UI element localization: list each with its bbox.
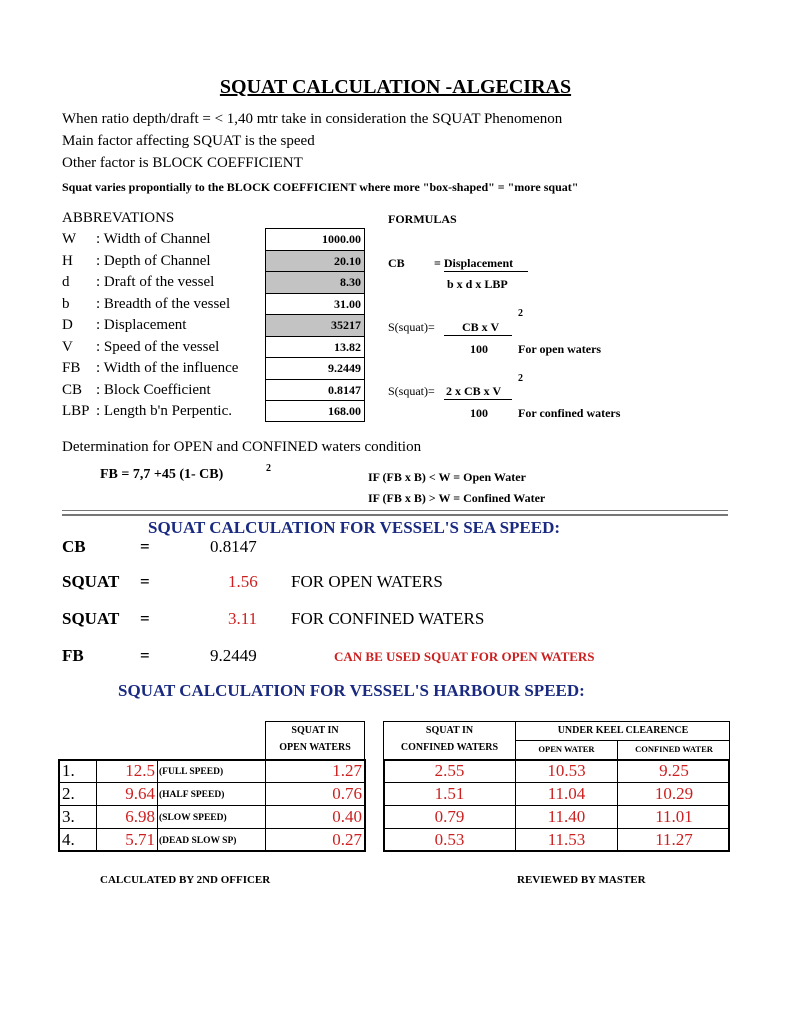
abbreviations-heading: ABBREVATIONS (62, 210, 175, 226)
formula-open-note: For open waters (518, 342, 602, 356)
intro-line-2: Main factor affecting SQUAT is the speed (62, 133, 315, 149)
row-squat-open: 0.76 (332, 784, 362, 803)
sea-speed-heading: SQUAT CALCULATION FOR VESSEL'S SEA SPEED: (148, 518, 561, 537)
formula-cb-label: CB (388, 256, 405, 270)
abbr-key: D (62, 317, 73, 333)
abbr-desc: : Draft of the vessel (96, 274, 215, 290)
formulas-heading: FORMULAS (388, 212, 457, 226)
intro-line-4: Squat varies propontially to the BLOCK COEFFICIENT where more "box-shaped" = "more squat" (62, 180, 579, 194)
equals-sign: = (140, 572, 150, 591)
sea-squat-conf-label: SQUAT (62, 609, 120, 628)
value-displacement[interactable]: 35217 (266, 315, 364, 337)
row-squat-open: 0.27 (332, 830, 362, 849)
row-ukc-conf: 11.27 (655, 830, 693, 849)
value-draft[interactable]: 8.30 (266, 272, 364, 294)
formula-conf-exponent: 2 (518, 373, 523, 384)
value-width-of-channel[interactable]: 1000.00 (266, 229, 364, 251)
row-ukc-open: 10.53 (547, 761, 586, 780)
sea-fb-label: FB (62, 646, 84, 665)
abbr-desc: : Block Coefficient (96, 382, 211, 398)
sea-fb-note: CAN BE USED SQUAT FOR OPEN WATERS (334, 649, 595, 664)
intro-line-3: Other factor is BLOCK COEFFICIENT (62, 155, 303, 171)
formula-conf-numerator: 2 x CB x V (446, 384, 502, 398)
row-label: (DEAD SLOW SP) (159, 836, 237, 846)
abbr-key: V (62, 339, 73, 355)
value-depth-of-channel[interactable]: 20.10 (266, 251, 364, 273)
row-squat-open: 0.40 (332, 807, 362, 826)
header-open-line-1: SQUAT IN (291, 725, 339, 736)
header-ukc-conf: CONFINED WATER (635, 744, 713, 754)
header-ukc-open: OPEN WATER (538, 744, 595, 754)
abbr-desc: : Width of Channel (96, 231, 211, 247)
header-ukc: UNDER KEEL CLEARENCE (557, 725, 689, 736)
fb-formula-exponent: 2 (266, 463, 271, 474)
sea-squat-open-label: SQUAT (62, 572, 120, 591)
determination-text: Determination for OPEN and CONFINED waters condition (62, 439, 422, 455)
row-speed[interactable]: 6.98 (125, 807, 155, 826)
abbr-desc: : Length b'n Perpentic. (96, 403, 233, 419)
abbr-key: FB (62, 360, 81, 376)
abbr-key: b (62, 296, 70, 312)
row-squat-conf: 0.53 (434, 830, 465, 849)
row-label: (HALF SPEED) (159, 790, 225, 800)
abbr-desc: : Displacement (96, 317, 187, 333)
formula-cb-numerator: = Displacement (434, 256, 514, 270)
equals-sign: = (140, 609, 150, 628)
row-ukc-conf: 11.01 (655, 807, 693, 826)
fraction-line (444, 335, 512, 336)
row-ukc-open: 11.04 (547, 784, 586, 803)
sea-squat-open-value: 1.56 (228, 572, 258, 591)
abbr-desc: : Depth of Channel (96, 253, 211, 269)
abbr-desc: : Width of the influence (96, 360, 239, 376)
row-squat-conf: 1.51 (434, 784, 465, 803)
row-number: 2. (62, 784, 75, 803)
value-cb: 0.8147 (266, 380, 364, 402)
value-lbp[interactable]: 168.00 (328, 404, 361, 418)
harbour-speed-heading: SQUAT CALCULATION FOR VESSEL'S HARBOUR SPEED: (118, 681, 585, 700)
formula-open-label: S(squat)= (388, 320, 435, 334)
formula-conf-label: S(squat)= (388, 384, 435, 398)
row-speed[interactable]: 5.71 (125, 830, 155, 849)
divider (62, 510, 728, 511)
formula-open-numerator: CB x V (462, 320, 500, 334)
formula-conf-note: For confined waters (518, 406, 621, 420)
row-label: (FULL SPEED) (159, 767, 224, 777)
values-box (265, 228, 365, 422)
row-squat-conf: 0.79 (434, 807, 465, 826)
row-squat-open: 1.27 (332, 761, 362, 780)
value-fb: 9.2449 (266, 358, 364, 380)
fraction-line (444, 271, 528, 272)
row-number: 3. (62, 807, 75, 826)
sea-squat-conf-text: FOR CONFINED WATERS (291, 609, 485, 628)
header-conf-line-2: CONFINED WATERS (400, 742, 499, 753)
sea-cb-value: 0.8147 (210, 537, 257, 556)
abbr-key: H (62, 253, 73, 269)
row-ukc-open: 11.53 (547, 830, 586, 849)
row-ukc-open: 11.40 (547, 807, 586, 826)
row-squat-conf: 2.55 (434, 761, 465, 780)
intro-line-1: When ratio depth/draft = < 1,40 mtr take in consideration the SQUAT Phenomenon (62, 111, 563, 127)
row-speed[interactable]: 9.64 (125, 784, 155, 803)
formula-open-exponent: 2 (518, 308, 523, 319)
equals-sign: = (140, 537, 150, 556)
row-number: 4. (62, 830, 75, 849)
page-title: SQUAT CALCULATION -ALGECIRAS (219, 76, 572, 98)
row-ukc-conf: 10.29 (654, 784, 694, 803)
row-ukc-conf: 9.25 (659, 761, 689, 780)
condition-confined: IF (FB x B) > W = Confined Water (368, 491, 546, 505)
abbr-key: CB (62, 382, 83, 398)
header-conf-line-1: SQUAT IN (425, 725, 474, 736)
fb-formula: FB = 7,7 +45 (1- CB) (100, 467, 224, 482)
equals-sign: = (140, 646, 150, 665)
fraction-line (444, 399, 512, 400)
calculated-by: CALCULATED BY 2ND OFFICER (100, 874, 271, 886)
sea-squat-conf-value: 3.11 (228, 609, 258, 628)
formula-cb-denominator: b x d x LBP (447, 277, 508, 291)
header-open-line-2: OPEN WATERS (279, 742, 351, 753)
row-number: 1. (62, 761, 75, 780)
row-divider (515, 740, 729, 741)
sea-cb-label: CB (62, 537, 86, 556)
abbr-key: LBP (62, 403, 90, 419)
sea-squat-open-text: FOR OPEN WATERS (291, 572, 443, 591)
row-speed[interactable]: 12.5 (125, 761, 155, 780)
value-speed[interactable]: 13.82 (266, 337, 364, 359)
sea-fb-value: 9.2449 (210, 646, 257, 665)
formula-conf-denominator: 100 (470, 406, 488, 420)
divider (62, 514, 728, 516)
reviewed-by: REVIEWED BY MASTER (517, 874, 646, 886)
abbr-key: W (62, 231, 77, 247)
row-label: (SLOW SPEED) (159, 813, 227, 823)
abbr-key: d (62, 274, 70, 290)
condition-open: IF (FB x B) < W = Open Water (368, 470, 526, 484)
abbr-desc: : Speed of the vessel (96, 339, 220, 355)
formula-open-denominator: 100 (470, 342, 488, 356)
value-breadth[interactable]: 31.00 (266, 294, 364, 316)
abbr-desc: : Breadth of the vessel (96, 296, 231, 312)
